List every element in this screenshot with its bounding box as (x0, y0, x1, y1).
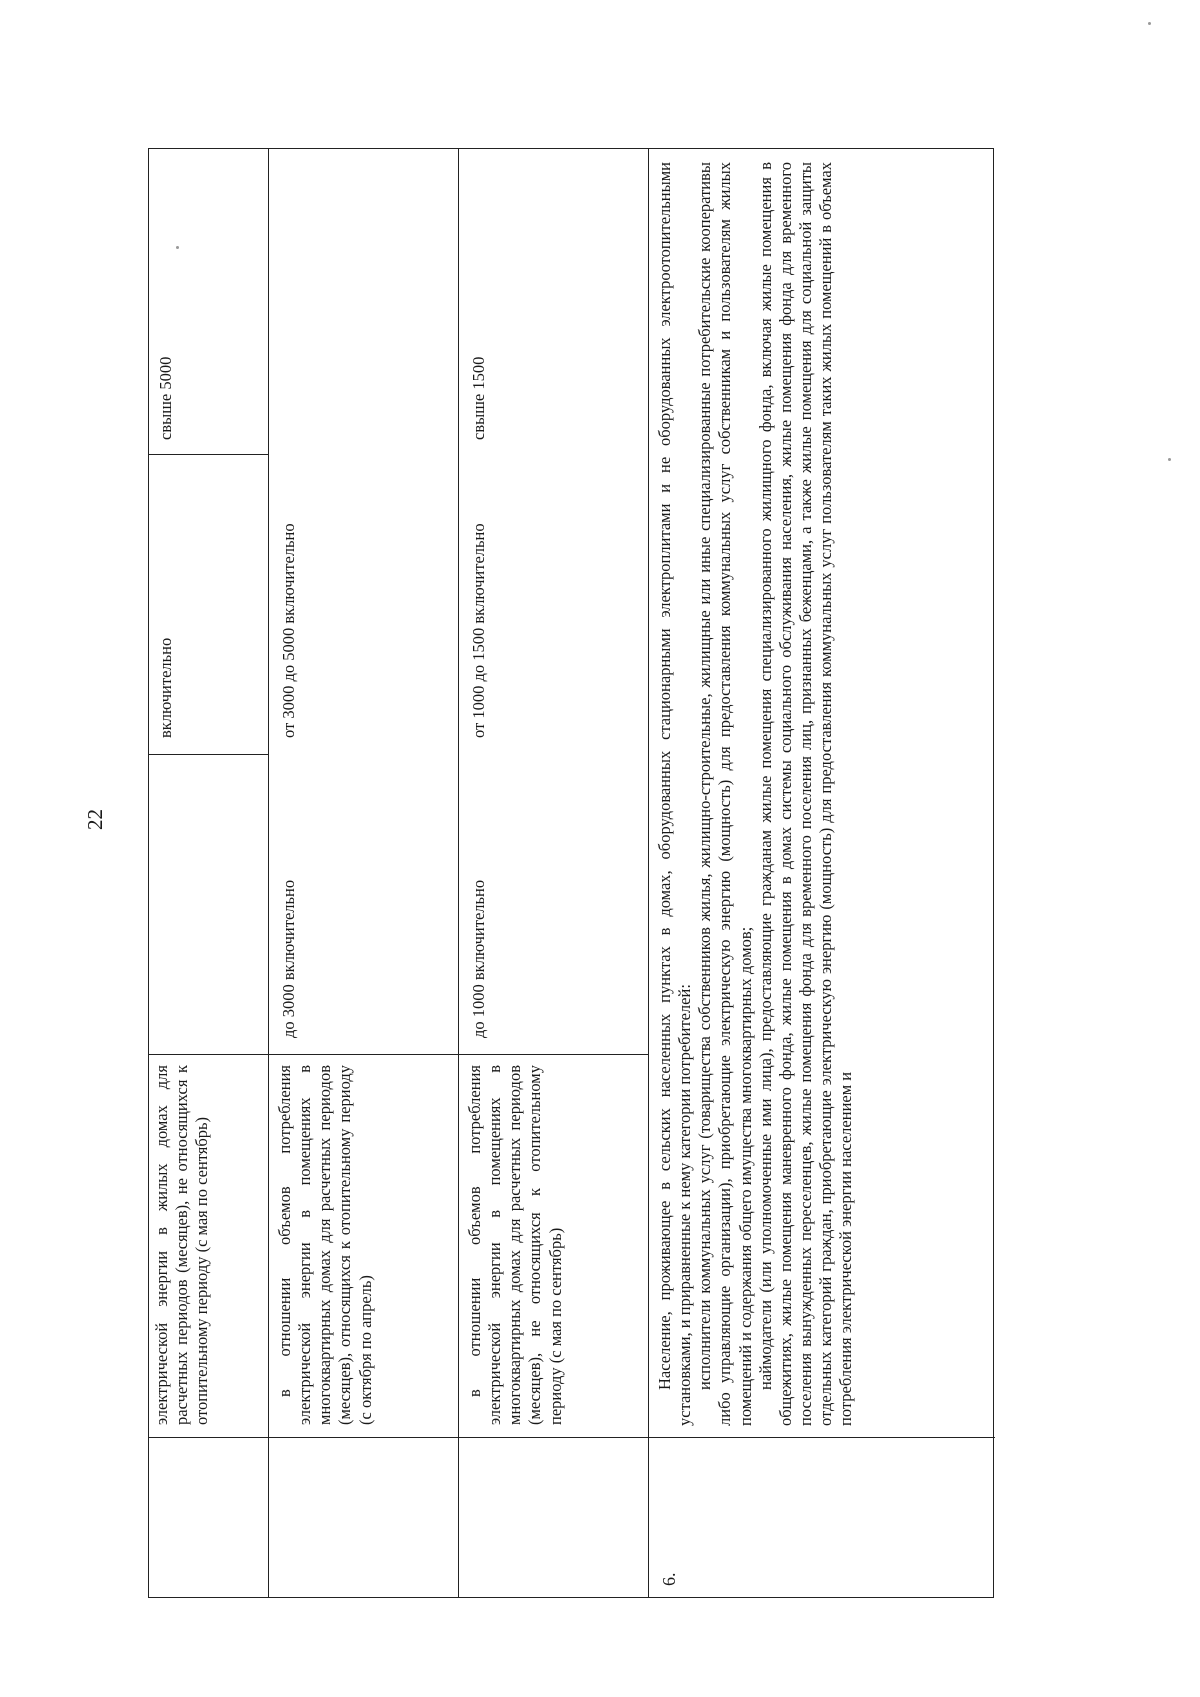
tariff-table (148, 148, 994, 1598)
row-description: электрической энергии в жилых домах для расчетных периодов (месяцев), не относящихся к отопительному периоду (с мая по сентябрь) (152, 1065, 212, 1425)
value-range-over: свыше 1500 (469, 356, 488, 440)
column-divider (148, 1054, 268, 1055)
column-divider (459, 1054, 649, 1055)
column-divider (269, 1054, 459, 1055)
row-description: в отношении объемов потребления электрической энергии в помещениях в многоквартирных домах для расчетных периодов (месяцев), относящихся к отопительному периоду (с октября по апрель) (275, 1065, 375, 1425)
row-number: 6. (659, 1572, 679, 1586)
column-divider (148, 454, 268, 455)
table-row (148, 148, 268, 1598)
value-range-upper: включительно (156, 637, 175, 738)
scan-speck (176, 246, 179, 249)
section-paragraph: исполнители коммунальных услуг (товарищества собственников жилья, жилищно-строительные, жилищные или иные специализированные потребительские кооперативы либо управляющие организации), приобретающие электрическую энергию (мощность) для предоставления коммунальных услуг собственникам и пользователям жилых помещений и содержания общего имущества многоквартирных домов; (695, 162, 755, 1426)
section-6-text (655, 162, 856, 1426)
value-range-lower: до 3000 включительно (279, 879, 298, 1038)
value-range-middle: от 1000 до 1500 включительно (469, 523, 488, 738)
table-row (268, 148, 459, 1598)
column-divider (459, 1437, 649, 1438)
section-paragraph: Население, проживающее в сельских населенных пунктах в домах, оборудованных стационарными электроплитами и не оборудованных электроотопительными установками, и приравненные к нему категории потребителей: (655, 162, 695, 1426)
column-divider (148, 1437, 268, 1438)
column-divider (148, 754, 268, 755)
table-row-section-6 (648, 148, 995, 1598)
page-number: 22 (83, 809, 107, 830)
section-paragraph: наймодатели (или уполномоченные ими лица), предоставляющие гражданам жилые помещения специализированного жилищного фонда, включая жилые помещения в общежитиях, жилые помещения маневренного фонда, жилые помещения в домах системы социального обслуживания населения, жилые помещения фонда для временного поселения вынужденных переселенцев, жилые помещения фонда для временного поселения лиц, признанных беженцами, а также жилые помещения для социальной защиты отдельных категорий граждан, приобретающие электрическую энергию (мощность) для предоставления коммунальных услуг пользователям таких жилых помещений в объемах потребления электрической энергии населением и (755, 162, 856, 1426)
value-range-over: свыше 5000 (156, 356, 175, 440)
column-divider (269, 1437, 459, 1438)
value-range-lower: до 1000 включительно (469, 879, 488, 1038)
scan-speck (1168, 458, 1171, 461)
scan-speck (1148, 22, 1151, 25)
row-description: в отношении объемов потребления электрической энергии в помещениях в многоквартирных домах для расчетных периодов (месяцев), не относящихся к отопительному периоду (с мая по сентябрь) (465, 1065, 565, 1425)
value-range-middle: от 3000 до 5000 включительно (279, 523, 298, 738)
table-row (458, 148, 649, 1598)
column-divider (649, 1437, 995, 1438)
